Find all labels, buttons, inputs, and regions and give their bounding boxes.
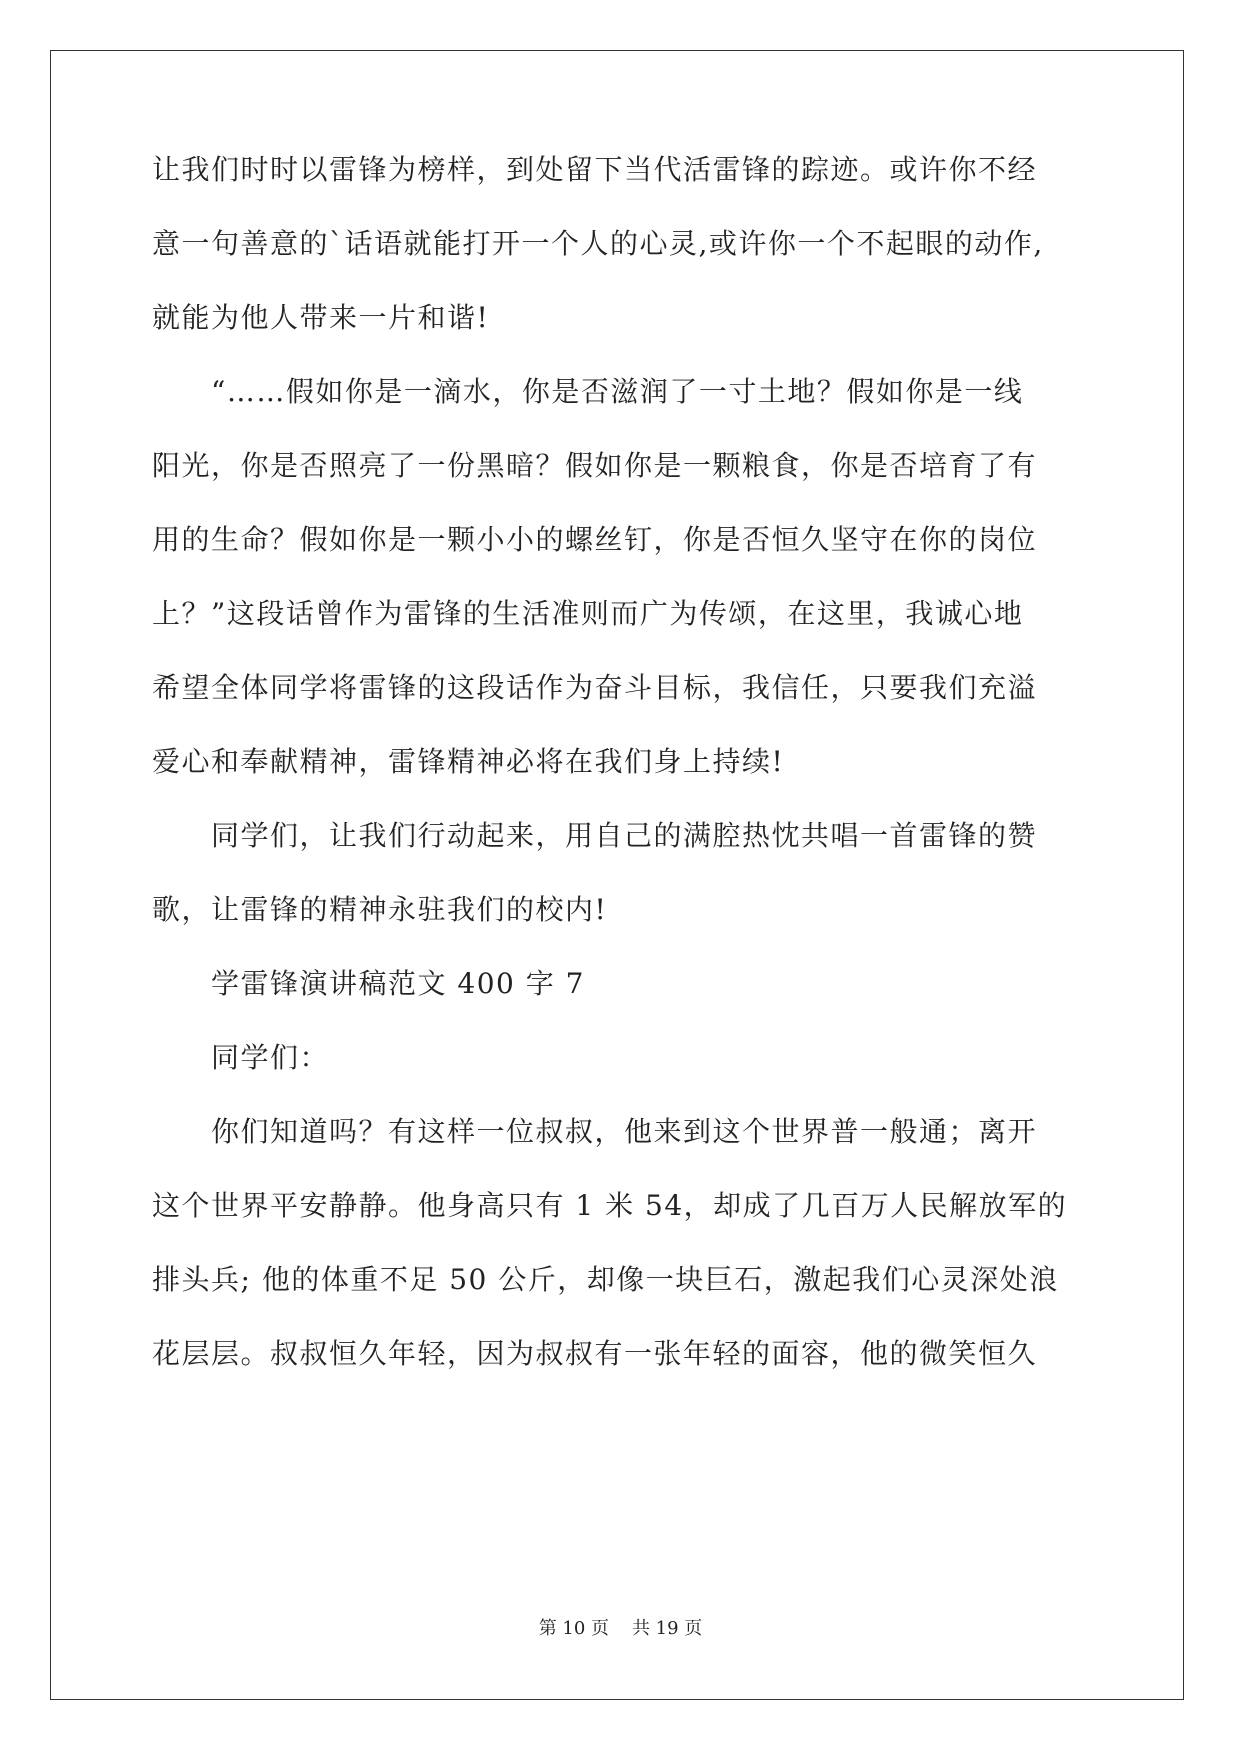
text-line: 让我们时时以雷锋为榜样，到处留下当代活雷锋的踪迹。或许你不经 — [152, 153, 1038, 186]
text-line: 你们知道吗？有这样一位叔叔，他来到这个世界普一般通；离开 — [152, 1115, 1038, 1148]
page-number: 第 10 页 — [538, 1618, 610, 1639]
page-total: 共 19 页 — [631, 1618, 703, 1639]
text-line: 阳光，你是否照亮了一份黑暗？假如你是一颗粮食，你是否培育了有 — [152, 449, 1038, 482]
text-line: 这个世界平安静静。他身高只有 1 米 54，却成了几百万人民解放军的 — [152, 1189, 1068, 1222]
text-line: 就能为他人带来一片和谐! — [152, 301, 490, 334]
text-line: 排头兵; 他的体重不足 50 公斤，却像一块巨石，激起我们心灵深处浪 — [152, 1263, 1059, 1296]
text-line: 上？”这段话曾作为雷锋的生活准则而广为传颂，在这里，我诚心地 — [152, 597, 1024, 630]
text-line: “……假如你是一滴水，你是否滋润了一寸土地？假如你是一线 — [152, 375, 1024, 408]
text-line: 希望全体同学将雷锋的这段话作为奋斗目标，我信任，只要我们充溢 — [152, 671, 1038, 704]
salutation: 同学们： — [152, 1041, 330, 1074]
text-line: 花层层。叔叔恒久年轻，因为叔叔有一张年轻的面容，他的微笑恒久 — [152, 1337, 1038, 1370]
text-line: 爱心和奉献精神，雷锋精神必将在我们身上持续! — [152, 745, 785, 778]
footer-spacer — [609, 1618, 632, 1639]
section-heading: 学雷锋演讲稿范文 400 字 7 — [152, 967, 585, 1000]
page-footer — [0, 1617, 1241, 1641]
text-line: 同学们，让我们行动起来，用自己的满腔热忱共唱一首雷锋的赞 — [152, 819, 1038, 852]
text-line: 意一句善意的`话语就能打开一个人的心灵,或许你一个不起眼的动作, — [152, 227, 1044, 260]
text-line: 歌，让雷锋的精神永驻我们的校内! — [152, 893, 608, 926]
text-line: 用的生命？假如你是一颗小小的螺丝钉，你是否恒久坚守在你的岗位 — [152, 523, 1038, 556]
